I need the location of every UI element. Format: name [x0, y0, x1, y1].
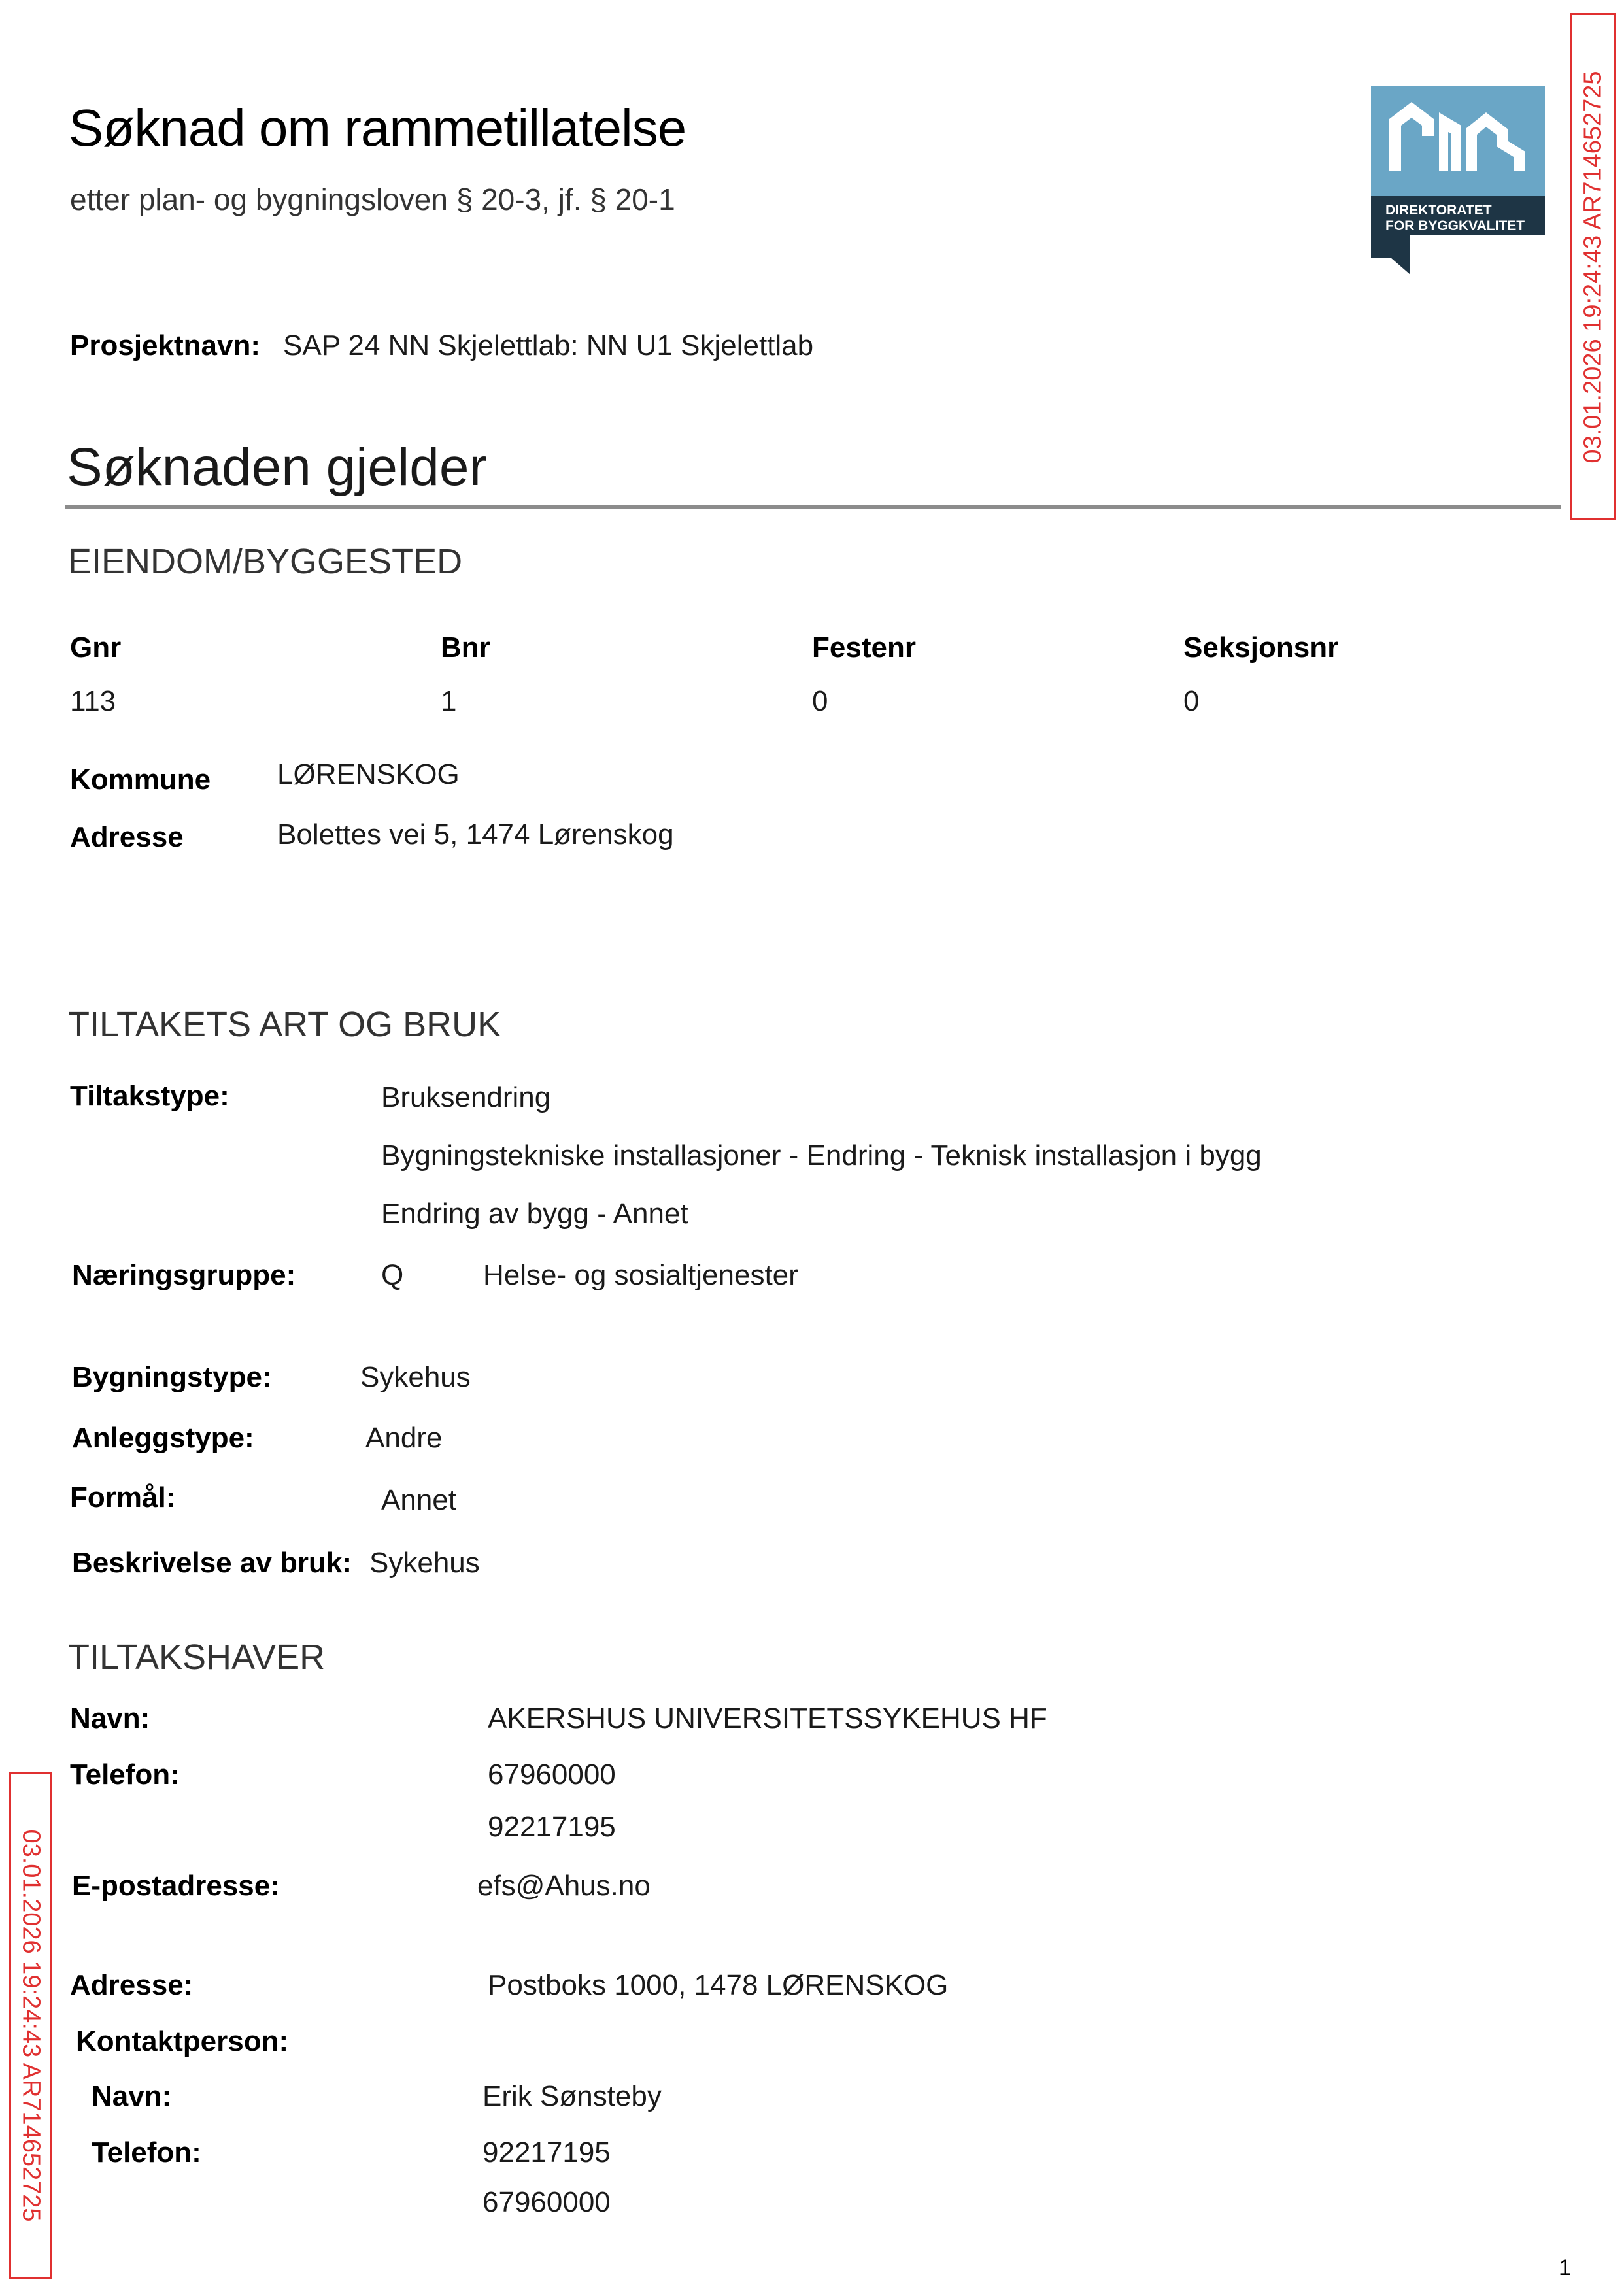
tiltakstype-item: Endring av bygg - Annet — [381, 1198, 688, 1230]
anleggstype-label: Anleggstype: — [72, 1422, 254, 1454]
adresse-label: Adresse — [70, 821, 184, 853]
timestamp-stamp — [1570, 13, 1616, 520]
beskrivelse-value: Sykehus — [369, 1547, 480, 1579]
eiendom-heading: EIENDOM/BYGGESTED — [68, 542, 463, 581]
bnr-label: Bnr — [441, 632, 490, 664]
tiltakshaver-telefon-label: Telefon: — [70, 1759, 180, 1791]
gnr-label: Gnr — [70, 632, 122, 664]
seksjonsnr-value: 0 — [1183, 685, 1200, 717]
festenr-value: 0 — [812, 685, 828, 717]
kontaktperson-label: Kontaktperson: — [76, 2025, 289, 2057]
beskrivelse-label: Beskrivelse av bruk: — [72, 1547, 352, 1579]
stamp-text: 03.01.2026 19:24:43 AR714652725 — [1579, 70, 1607, 464]
bnr-value: 1 — [441, 685, 457, 717]
gnr-value: 113 — [70, 685, 116, 717]
kontakt-telefon-value: 67960000 — [482, 2186, 611, 2218]
tiltakstype-item: Bruksendring — [381, 1081, 551, 1113]
document-title: Søknad om rammetillatelse — [69, 99, 686, 157]
tiltakstype-item: Bygningstekniske installasjoner - Endring - Teknisk installasjon i bygg — [381, 1139, 1262, 1172]
tiltakshaver-navn-value: AKERSHUS UNIVERSITETSSYKEHUS HF — [488, 1702, 1047, 1734]
tiltakshaver-adresse-value: Postboks 1000, 1478 LØRENSKOG — [488, 1969, 949, 2001]
tiltak-heading: TILTAKETS ART OG BRUK — [68, 1005, 501, 1044]
section-divider — [65, 505, 1561, 509]
bygningstype-value: Sykehus — [360, 1361, 471, 1393]
festenr-label: Festenr — [812, 632, 916, 664]
kontakt-telefon-label: Telefon: — [92, 2136, 201, 2168]
project-label: Prosjektnavn: — [70, 329, 260, 362]
tiltakshaver-navn-label: Navn: — [70, 1702, 150, 1734]
seksjonsnr-label: Seksjonsnr — [1183, 632, 1339, 664]
kontakt-telefon-value: 92217195 — [482, 2136, 611, 2168]
project-value: SAP 24 NN Skjelettlab: NN U1 Skjelettlab — [283, 329, 814, 362]
bygningstype-label: Bygningstype: — [72, 1361, 272, 1393]
tiltakshaver-heading: TILTAKSHAVER — [68, 1638, 326, 1677]
kommune-value: LØRENSKOG — [277, 758, 460, 790]
document-subtitle: etter plan- og bygningsloven § 20-3, jf. § 20-1 — [70, 182, 675, 216]
tiltakstype-label: Tiltakstype: — [70, 1080, 229, 1112]
kontakt-navn-label: Navn: — [92, 2080, 172, 2112]
naeringsgruppe-label: Næringsgruppe: — [72, 1259, 296, 1291]
epost-label: E-postadresse: — [72, 1870, 280, 1902]
tiltakshaver-telefon-value: 92217195 — [488, 1811, 616, 1843]
naeringsgruppe-value: Helse- og sosialtjenester — [483, 1259, 798, 1291]
tiltakshaver-adresse-label: Adresse: — [70, 1969, 194, 2001]
epost-value: efs@Ahus.no — [477, 1870, 651, 1902]
kontakt-navn-value: Erik Sønsteby — [482, 2080, 662, 2112]
page-number: 1 — [1559, 2255, 1571, 2280]
formal-value: Annet — [381, 1484, 456, 1516]
logo-text-line2: FOR BYGGKVALITET — [1385, 218, 1525, 233]
stamp-text: 03.01.2026 19:24:43 AR714652725 — [17, 1829, 45, 2222]
kommune-label: Kommune — [70, 764, 211, 796]
logo-text-line1: DIREKTORATET — [1385, 203, 1492, 218]
anleggstype-value: Andre — [365, 1422, 443, 1454]
adresse-value: Bolettes vei 5, 1474 Lørenskog — [277, 818, 674, 851]
dibk-logo — [1371, 86, 1545, 275]
section-title: Søknaden gjelder — [67, 437, 487, 497]
timestamp-stamp — [9, 1772, 52, 2279]
formal-label: Formål: — [70, 1481, 176, 1513]
tiltakshaver-telefon-value: 67960000 — [488, 1759, 616, 1791]
naeringsgruppe-code: Q — [381, 1259, 404, 1291]
